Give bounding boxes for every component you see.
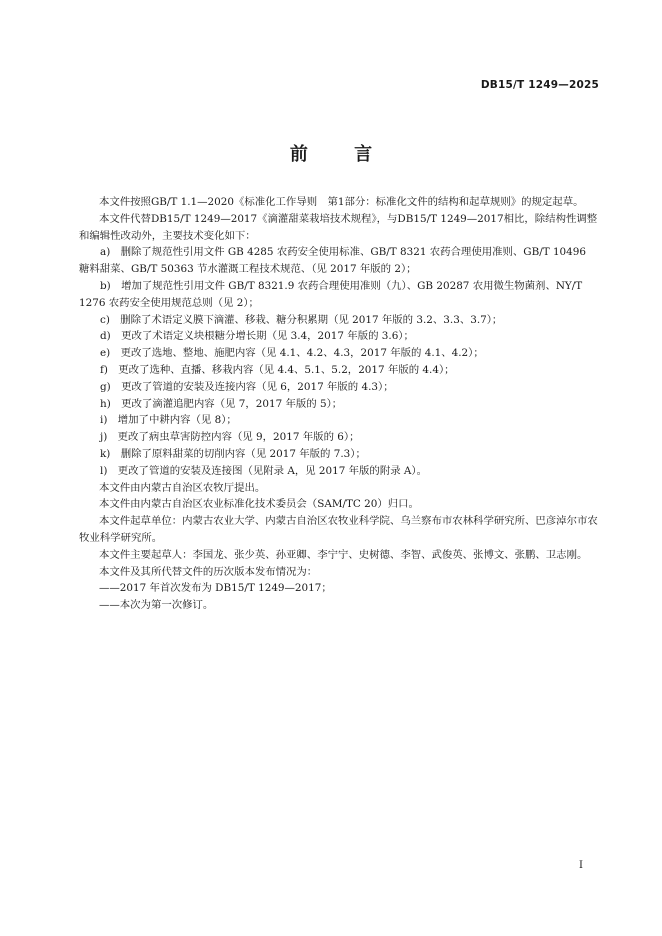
change-list-item: l) 更改了管道的安装及连接图（见附录 A，见 2017 年版的附录 A）。 <box>100 464 427 477</box>
paragraph: ——2017 年首次发布为 DB15/T 1249—2017； <box>99 582 332 595</box>
paragraph: 本文件代替DB15/T 1249—2017《滴灌甜菜栽培技术规程》，与DB15/T 1249—2017相比，除结构性调整和编辑性改动外，主要技术变化如下： <box>79 212 598 242</box>
paragraph: 本文件及其所代替文件的历次版本发布情况为： <box>99 565 318 578</box>
change-list-item: f) 更改了选种、直播、移栽内容（见 4.4、5.1、5.2，2017 年版的 4.4）； <box>100 363 455 376</box>
paragraph: 本文件按照GB/T 1.1—2020《标准化工作导则 第1部分：标准化文件的结构和起草规则》的规定起草。 <box>99 196 584 208</box>
paragraph: 本文件由内蒙古自治区农业标准化技术委员会（SAM/TC 20）归口。 <box>99 498 419 511</box>
change-list-item: g) 更改了管道的安装及连接内容（见 6，2017 年版的 4.3）； <box>100 380 394 393</box>
change-list-item: k) 删除了原料甜菜的切削内容（见 2017 年版的 7.3）； <box>100 447 366 460</box>
change-list-item: e) 更改了选地、整地、施肥内容（见 4.1、4.2、4.3，2017 年版的 4.1、4.2）； <box>100 347 484 360</box>
paragraph: 本文件由内蒙古自治区农牧厅提出。 <box>99 481 266 494</box>
paragraph: 本文件主要起草人：李国龙、张少英、孙亚卿、李宁宁、史树德、李智、武俊英、张博文、张鹏、卫志刚。 <box>99 548 588 561</box>
change-list-item: c) 删除了术语定义膜下滴灌、移栽、糖分积累期（见 2017 年版的 3.2、3.3、3.7）； <box>100 313 503 326</box>
change-list-item: a) 删除了规范性引用文件 GB 4285 农药安全使用标准、GB/T 8321 农药合理使用准则、GB/T 10496 糖料甜菜、GB/T 50363 节水灌溉工程技术规范、（见 2017 年版的 2）； <box>79 246 587 276</box>
paragraph: ——本次为第一次修订。 <box>99 599 214 612</box>
change-list-item: i) 增加了中耕内容（见 8）； <box>100 414 237 427</box>
page-number: I <box>579 860 583 871</box>
change-list-item: b) 增加了规范性引用文件 GB/T 8321.9 农药合理使用准则（九）、GB 20287 农用微生物菌剂、NY/T 1276 农药安全使用规范总则（见 2）； <box>79 279 583 309</box>
foreword-body <box>79 194 599 614</box>
change-list-item: d) 更改了术语定义块根糖分增长期（见 3.4，2017 年版的 3.6）； <box>100 330 414 343</box>
document-code: DB15/T 1249—2025 <box>480 79 599 91</box>
change-list-item: j) 更改了病虫草害防控内容（见 9，2017 年版的 6）； <box>100 431 360 444</box>
change-list-item: h) 更改了滴灌追肥内容（见 7，2017 年版的 5）； <box>100 397 343 410</box>
paragraph: 本文件起草单位：内蒙古农业大学、内蒙古自治区农牧业科学院、乌兰察布市农林科学研究所、巴彦淖尔市农牧业科学研究所。 <box>79 515 598 544</box>
page-title: 前 言 <box>289 144 393 165</box>
